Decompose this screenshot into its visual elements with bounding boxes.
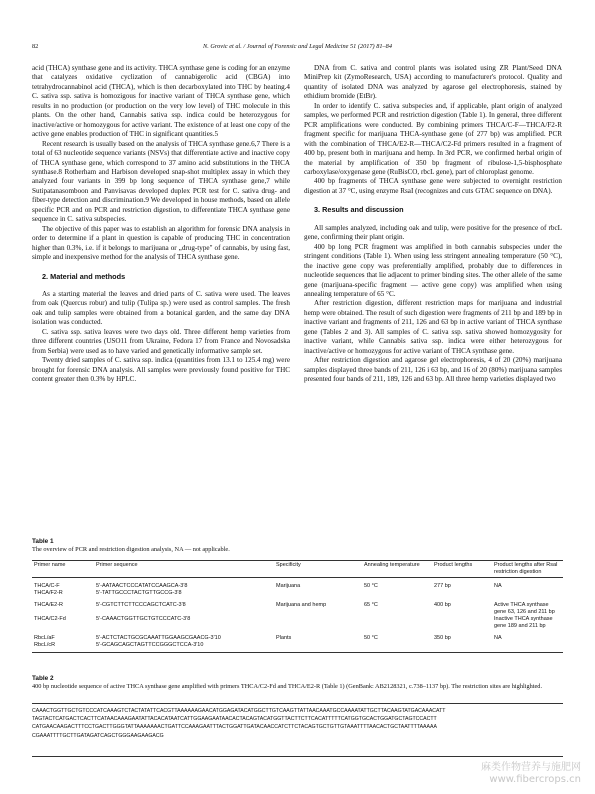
table-cell: 5'-AATAACTCCCATATCCAAGCA-3'8 bbox=[96, 583, 188, 589]
table-cell: 50 °C bbox=[364, 635, 378, 641]
paragraph: All samples analyzed, including oak and tulip, were positive for the presence of rbcL gene, confirming their plant origin. bbox=[304, 223, 562, 242]
nucleotide-sequence bbox=[32, 703, 563, 757]
watermark-line: www.fibercrops.cn bbox=[489, 774, 581, 785]
table-cell: 50 °C bbox=[364, 583, 378, 589]
section-heading: 2. Material and methods bbox=[42, 271, 126, 281]
table-header-cell: Primer name bbox=[32, 561, 94, 578]
paragraph: Recent research is usually based on the analysis of THCA synthase gene.6,7 There is a total of 63 nucleotide sequence variants (NSVs) that differentiate active and inactive copy of THCA synthase gene, which correspond to 37 amino acid substitutions in the THCA synthase.8 Rotherham and Harbison developed snap-shot multiplex assay in which they analyzed four variants in 399 bp long sequence of THCA synthase gene,7 while Sutipatanasomboon and Panvisavas developed duplex PCR test for C. sativa drug- and fiber-type detection and discrimination.9 We developed in house methods, based on allele specific PCR and on PCR and restriction digestion, to differentiate THCA synthase gene sequence in C. sativa subspecies. bbox=[32, 139, 290, 224]
table-cell bbox=[274, 616, 362, 630]
table-cell: RbcL/aF bbox=[34, 635, 55, 641]
table-cell: 65 °C bbox=[364, 602, 378, 608]
table-cell: 350 bp bbox=[434, 635, 451, 641]
table2-caption bbox=[32, 675, 563, 691]
table-cell: THCA/F2-R bbox=[34, 590, 63, 596]
table-cell: 5'-GCAGCAGCTAGTTCCGGGCTCCA-3'10 bbox=[94, 642, 274, 653]
table-cell: RbcL/cR bbox=[32, 642, 94, 653]
table1-label: Table 1 bbox=[32, 538, 54, 545]
table-row bbox=[32, 597, 563, 616]
table-row bbox=[32, 590, 563, 597]
table-cell: NA bbox=[494, 583, 502, 589]
watermark bbox=[481, 762, 581, 786]
table-cell: THCA/E2-R bbox=[34, 602, 64, 608]
table-cell: Marijuana bbox=[276, 583, 301, 589]
sequence-line: CGAAATTTTGCTTGATAGATCAGCTGGGAAGAAGACG bbox=[32, 732, 164, 739]
table-cell: Marijuana and hemp bbox=[276, 602, 327, 608]
table-row bbox=[32, 578, 563, 591]
table-cell bbox=[274, 642, 362, 653]
table-cell: NA bbox=[494, 635, 502, 641]
journal-citation: N. Grovic et al. / Journal of Forensic and Legal Medicine 51 (2017) 81–84 bbox=[203, 43, 392, 50]
table-header-cell: Product lengths bbox=[432, 561, 492, 578]
paragraph: After restriction digestion, different restriction maps for marijuana and industrial hemp were obtained. The result of such digestion were fragments of 211 bp and 189 bp in inactive variant and fragments of 211, 126 and 63 bp in active variant of THCA synthase gene (Tables 2 and 3). All samples of C. sativa ssp. sativa showed homozygosity for inactive variant, while Cannabis sativa ssp. indica were either heterozygous for inactive/active or homozygous for active variant of THCA synthase gene. bbox=[304, 299, 562, 355]
table-header-cell: Primer sequence bbox=[94, 561, 274, 578]
paragraph: The objective of this paper was to establish an algorithm for forensic DNA analysis in order to determine if a plant in question is capable of producing THC in concentration higher than 0.3%, i.e. if it belongs to marijuana or „drug-type" of cannabis, by using fast, simple and inexpensive method for the analysis of THCA synthase gene. bbox=[32, 224, 290, 262]
paragraph: DNA from C. sativa and control plants was isolated using ZR Plant/Seed DNA MiniPrep kit (ZymoResearch, USA) according to manufacturer's protocol. Quality and quantity of isolated DNA was analyzed by agarose gel electrophoresis, stained by ethidium bromide (EtBr). bbox=[304, 64, 562, 101]
table-cell: Active THCA synthase gene 63, 126 and 211 bp bbox=[494, 602, 555, 615]
sequence-line: CATGAACAAGACTTTCCTGACTTGGGTATTAAAAAAACTGATTCCAAAGAATTTACTGGATTGATACAACCATCTTCTACAGTGCTGTTGTAAATTTTAACACTGCTAATTTTAAAAA bbox=[32, 724, 437, 731]
sequence-line: CAAACTGGTTGCTGTCCCATCAAAGTCTACTATATTCACGTTAAAAAAGAACATGGAGATACATGGCTTGTCAAGTTATTAACAAATGCCAAAATATTGCTTACAAGTATGACAAACATT bbox=[32, 708, 446, 714]
paragraph: Twenty dried samples of C. sativa ssp. indica (quantities from 13.1 to 125.4 mg) were brought for forensic DNA analysis. All samples were previously found positive for THC content greater then 0.3% by HPLC. bbox=[32, 356, 290, 384]
table-cell bbox=[432, 616, 492, 630]
paragraph: As a starting material the leaves and dried parts of C. sativa were used. The leaves from oak (Quercus robur) and tulip (Tulipa sp.) were used as control samples. The fresh oak and tulip samples were obtained from a botanical garden, and the same day DNA isolation was conducted. bbox=[32, 289, 290, 327]
table-row bbox=[32, 630, 563, 642]
table-cell bbox=[362, 642, 432, 653]
table-cell bbox=[492, 590, 563, 597]
running-header bbox=[32, 43, 563, 53]
table-cell: 400 bp bbox=[434, 602, 451, 608]
table-header-cell: Annealing temperature bbox=[362, 561, 432, 578]
table-cell bbox=[432, 590, 492, 597]
paragraph: 400 bp long PCR fragment was amplified in both cannabis subspecies under the stringent conditions (Table 1). When using less stringent annealing temperature (50 °C), the inactive gene copy was preferentially amplified, probably due to differences in nucleotide sequences that lie adjacent to primer binding sites. The other allele of the same gene (marijuana-specific fragment — active gene copy) was amplified when using annealing temperature of 65 °C. bbox=[304, 242, 562, 298]
table-cell bbox=[362, 616, 432, 630]
table-cell: 5'-TATTGCCCTACTGTTGCCG-3'8 bbox=[96, 590, 182, 596]
table-cell bbox=[274, 590, 362, 597]
section-heading: 3. Results and discussion bbox=[314, 205, 404, 215]
watermark-line: 麻类作物营养与施肥网 bbox=[481, 762, 581, 773]
table-cell: THCA/C-F bbox=[34, 583, 60, 589]
table-header-cell: Specificity bbox=[274, 561, 362, 578]
paragraph: acid (THCA) synthase gene and its activity. THCA synthase gene is coding for an enzyme that catalyzes oxidative cyclization of cannabigerolic acid (CBGA) into tetrahydrocannabinol acid (THCA), which is then decarboxylated into THC by heating.4 C. sativa ssp. sativa is homozigous for inactive variant of THCA synthase gene, which results in no production (or production on the very low level) of THC molecule in this plants. On the other hand, Cannabis sativa ssp. indica could be heterozygous for inactive/active or homozygous for active variant. The existence of at least one copy of the active gene enables production of THC in significant quantities.5 bbox=[32, 64, 290, 139]
paragraph: 400 bp fragments of THCA synthase gene were subjected to overnight restriction digestion at 37 °C, using enzyme RsaI (recognizes and cuts GTAC sequence on DNA). bbox=[304, 177, 562, 195]
table-cell: 5'-CAAACTGGTTGCTGTCCCATC-3'8 bbox=[96, 616, 191, 622]
table2-caption-text: 400 bp nucleotide sequence of active THCA synthase gene amplified with primers THCA/C2-Fd and THCA/E2-R (Table 1) (GenBank: AB2128321, c.738–1137 bp). The restriction sites are highlighted. bbox=[32, 683, 543, 690]
table-cell: 5'-ACTCTACTGCGCAAATTGGAAGCGAACG-3'10 bbox=[96, 635, 221, 641]
left-column bbox=[32, 64, 290, 385]
paragraph: C. sativa ssp. sativa leaves were two days old. Three different hemp varieties from three different countries (USO11 from Ukraine, Fedora 17 from France and Novosadska from Serbia) were used as to have varied and genetically informative sample set. bbox=[32, 327, 290, 355]
table-cell bbox=[432, 642, 492, 653]
table1-caption-text: The overview of PCR and restriction digestion analysis, NA — not applicable. bbox=[32, 546, 230, 553]
table-row bbox=[32, 642, 563, 653]
sequence-line: TAGTACTCATGACTCACTTCATAACAAAGAATATTACACATAATCATTGGAAGAATAACACTACAGTACATGGTTACTTCTTCACATTTTTCATGGTGCACTGGATGCTAGTCCACTT bbox=[32, 716, 437, 723]
table-cell: 277 bp bbox=[434, 583, 451, 589]
table2-label: Table 2 bbox=[32, 675, 54, 682]
table-cell bbox=[362, 590, 432, 597]
paragraph: In order to identify C. sativa subspecies and, if applicable, plant origin of analyzed samples, we performed PCR and restriction digestion (Table 1). In general, three different PCR amplifications were conducted. By combining primers THCA/C-F—THCA/F2-R fragment specific for marijuana THCA-synthase gene (of 277 bp) was amplified. PCR with the combination of THCA/E2-R—THCA/C2-Fd primers resulted in a fragment of 400 bp, present both in marijuana and hemp. In 3rd PCR, we confirmed herbal origin of the material by amplification of 350 bp fragment of ribulose-1,5-bisphosphate carboxylase/oxygenase gene (RuBisCO, rbcL gene), part of chloroplast genome. bbox=[304, 101, 562, 176]
table-cell: 5'-CGTCTTCTTCCCAGCTCATC-3'8 bbox=[96, 602, 186, 608]
table1-caption bbox=[32, 538, 230, 554]
table-cell: Inactive THCA synthase gene 189 and 211 bp bbox=[494, 616, 553, 629]
table-row bbox=[32, 616, 563, 630]
table-cell: THCA/C2-Fd bbox=[34, 616, 66, 622]
paragraph: After restriction digestion and agarose gel electrophoresis, 4 of 20 (20%) marijuana samples displayed three bands of 211, 126 i 63 bp, and 16 of 20 (80%) marijuana samples presented four bands of 211, 189, 126 and 63 bp. All three hemp varieties displayed two bbox=[304, 356, 562, 384]
table-cell: Plants bbox=[276, 635, 292, 641]
page-number: 82 bbox=[32, 43, 39, 50]
right-column bbox=[304, 64, 562, 385]
table-header-cell: Product lengths after RsaI restriction digestion bbox=[492, 561, 563, 578]
table-cell bbox=[492, 642, 563, 653]
table1 bbox=[32, 560, 563, 653]
